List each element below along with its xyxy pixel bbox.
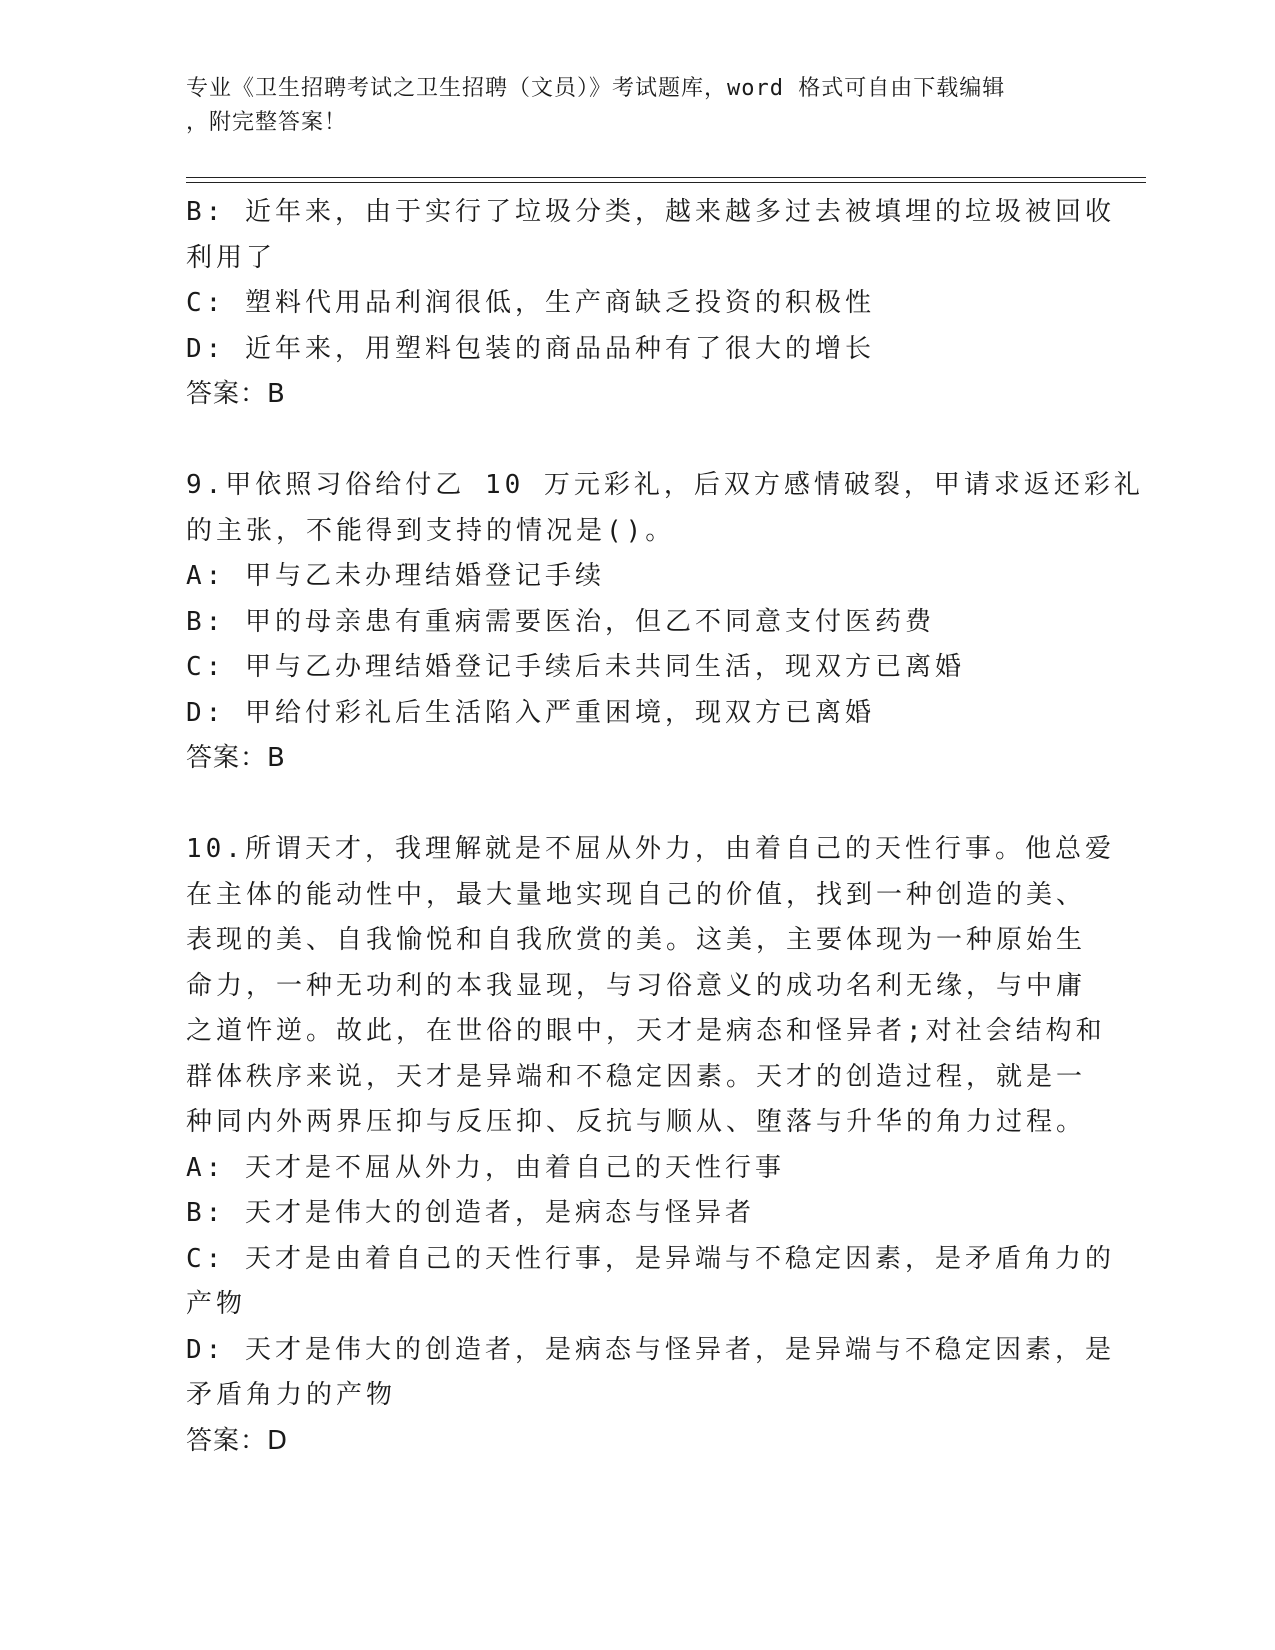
q8-option-c: C: 塑料代用品利润很低，生产商缺乏投资的积极性 bbox=[186, 288, 875, 318]
document-header bbox=[186, 72, 1086, 140]
q9-option-b: B: 甲的母亲患有重病需要医治，但乙不同意支付医药费 bbox=[186, 606, 935, 637]
question-content bbox=[186, 190, 1144, 1464]
q10-option-c-line-1: C: 天才是由着自己的天性行事，是异端与不稳定因素，是矛盾角力的 bbox=[186, 1243, 1115, 1274]
q9-option-d: D: 甲给付彩礼后生活陷入严重困境，现双方已离婚 bbox=[186, 697, 875, 728]
q10-answer: 答案：D bbox=[186, 1425, 289, 1456]
q10-stem-line: 在主体的能动性中，最大量地实现自己的价值，找到一种创造的美、 bbox=[186, 879, 1087, 910]
q8-answer: 答案：B bbox=[186, 379, 286, 409]
q9-option-a: A: 甲与乙未办理结婚登记手续 bbox=[186, 561, 605, 591]
header-divider-bottom bbox=[186, 182, 1146, 183]
spacer bbox=[186, 782, 1086, 828]
q10-stem-line: 表现的美、自我愉悦和自我欣赏的美。这美，主要体现为一种原始生 bbox=[186, 925, 1087, 955]
q10-option-d-line-1: D: 天才是伟大的创造者，是病态与怪异者，是异端与不稳定因素，是 bbox=[186, 1334, 1115, 1365]
q10-stem-line: 种同内外两界压抑与反压抑、反抗与顺从、堕落与升华的角力过程。 bbox=[186, 1107, 1087, 1137]
q9-answer: 答案：B bbox=[186, 743, 286, 773]
q8-option-b-line-2: 利用了 bbox=[186, 242, 277, 273]
q10-option-d-line-2: 矛盾角力的产物 bbox=[186, 1380, 397, 1410]
header-line-2: ，附完整答案！ bbox=[186, 110, 348, 135]
q10-stem-line: 之道忤逆。故此，在世俗的眼中，天才是病态和怪异者;对社会结构和 bbox=[186, 1016, 1106, 1046]
q10-stem-line: 命力，一种无功利的本我显现，与习俗意义的成功名利无缘，与中庸 bbox=[186, 970, 1087, 1001]
q8-option-b-line-1: B: 近年来，由于实行了垃圾分类，越来越多过去被填埋的垃圾被回收 bbox=[186, 197, 1115, 227]
q10-option-c-line-2: 产物 bbox=[186, 1289, 247, 1319]
q10-option-b: B: 天才是伟大的创造者，是病态与怪异者 bbox=[186, 1198, 755, 1228]
header-line-1: 专业《卫生招聘考试之卫生招聘（文员）》考试题库，word 格式可自由下载编辑 bbox=[186, 76, 1006, 101]
q9-stem-line-1: 9.甲依照习俗给付乙 10 万元彩礼，后双方感情破裂，甲请求返还彩礼 bbox=[186, 470, 1144, 500]
q10-option-a: A: 天才是不屈从外力，由着自己的天性行事 bbox=[186, 1152, 785, 1183]
q9-stem-line-2: 的主张，不能得到支持的情况是()。 bbox=[186, 515, 676, 546]
q10-stem-line: 10.所谓天才，我理解就是不屈从外力，由着自己的天性行事。他总爱 bbox=[186, 834, 1115, 864]
spacer bbox=[186, 418, 1086, 464]
header-divider-top bbox=[186, 177, 1146, 178]
q10-stem-line: 群体秩序来说，天才是异端和不稳定因素。天才的创造过程，就是一 bbox=[186, 1061, 1087, 1092]
q9-option-c: C: 甲与乙办理结婚登记手续后未共同生活，现双方已离婚 bbox=[186, 652, 965, 682]
q8-option-d: D: 近年来，用塑料包装的商品品种有了很大的增长 bbox=[186, 333, 875, 364]
